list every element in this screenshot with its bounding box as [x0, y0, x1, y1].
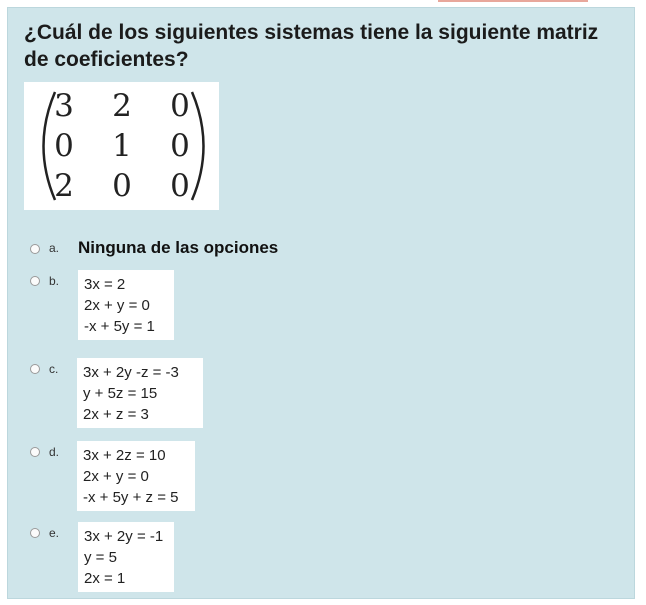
equation-line: 3x + 2y = -1: [84, 528, 164, 545]
equation-line: -x + 5y + z = 5: [83, 489, 179, 506]
option-c-equations[interactable]: [77, 358, 203, 428]
option-d-letter: d.: [49, 445, 60, 459]
equation-line: y + 5z = 15: [83, 385, 158, 402]
option-a-radio[interactable]: [30, 244, 40, 254]
equation-line: y = 5: [84, 549, 117, 566]
matrix-cell-r3c1: 2: [54, 168, 74, 204]
option-c-radio[interactable]: [30, 364, 40, 374]
option-b-letter: b.: [49, 274, 60, 288]
option-b-radio[interactable]: [30, 276, 40, 286]
option-d-equations[interactable]: [77, 441, 195, 511]
equation-line: 3x + 2y -z = -3: [83, 364, 179, 381]
question-text: ¿Cuál de los siguientes sistemas tiene la siguiente matriz de coeficientes?: [24, 21, 599, 71]
matrix-cell-r2c2: 1: [112, 128, 132, 164]
matrix-cell-r3c2: 0: [112, 168, 132, 204]
option-e-letter: e.: [49, 526, 60, 540]
option-d-radio[interactable]: [30, 447, 40, 457]
matrix-cell-r1c1: 3: [54, 88, 74, 124]
equation-line: 2x + y = 0: [83, 468, 149, 485]
coefficient-matrix: [24, 82, 219, 210]
equation-line: 2x = 1: [84, 570, 126, 587]
matrix-cell-r1c2: 2: [112, 88, 132, 124]
option-a-letter: a.: [49, 241, 60, 255]
option-a-text[interactable]: Ninguna de las opciones: [78, 238, 279, 257]
option-e-radio[interactable]: [30, 528, 40, 538]
matrix-cell-r1c3: 0: [170, 88, 190, 124]
matrix-cell-r3c3: 0: [170, 168, 190, 204]
equation-line: -x + 5y = 1: [84, 318, 155, 335]
option-c-letter: c.: [49, 362, 59, 376]
top-accent-bar: [438, 0, 588, 2]
option-e-equations[interactable]: [78, 522, 174, 592]
equation-line: 3x + 2z = 10: [83, 447, 166, 464]
option-b-equations[interactable]: [78, 270, 174, 340]
equation-line: 3x = 2: [84, 276, 126, 293]
matrix-cell-r2c3: 0: [170, 128, 190, 164]
equation-line: 2x + z = 3: [83, 406, 149, 423]
matrix-cell-r2c1: 0: [54, 128, 74, 164]
equation-line: 2x + y = 0: [84, 297, 150, 314]
